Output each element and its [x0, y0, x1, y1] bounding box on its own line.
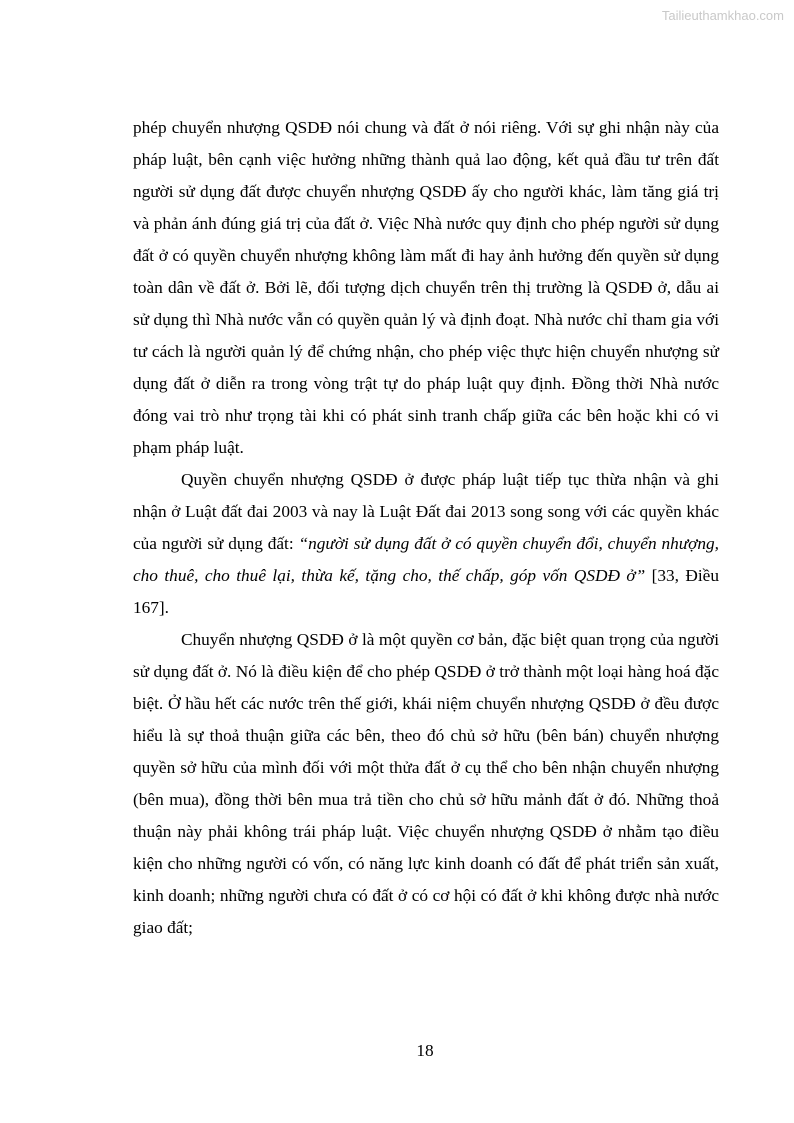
paragraph-1: phép chuyển nhượng QSDĐ nói chung và đất ở nói riêng. Với sự ghi nhận này của pháp luật, bên cạnh việc hưởng những thành quả lao động, kết quả đầu tư trên đất người sử dụng đất được chuyển nhượng QSDĐ ấy cho người khác, làm tăng giá trị và phản ánh đúng giá trị của đất ở. Việc Nhà nước quy định cho phép người sử dụng đất ở có quyền chuyển nhượng không làm mất đi hay ảnh hưởng đến quyền sử dụng toàn dân về đất ở. Bởi lẽ, đối tượng dịch chuyển trên thị trường là QSDĐ ở, dẫu ai sử dụng thì Nhà nước vẫn có quyền quản lý và định đoạt. Nhà nước chỉ tham gia với tư cách là người quản lý để chứng nhận, cho phép việc thực hiện chuyển nhượng sử dụng đất ở diễn ra trong vòng trật tự do pháp luật quy định. Đồng thời Nhà nước đóng vai trò như trọng tài khi có phát sinh tranh chấp giữa các bên hoặc khi có vi phạm pháp luật. [133, 118, 719, 457]
paragraph-2 [133, 464, 719, 624]
watermark: Tailieuthamkhao.com [661, 8, 784, 23]
citation: [33, Điều 167]. [133, 566, 719, 617]
legal-quote: “người sử dụng đất ở có quyền chuyển đổi, chuyển nhượng, cho thuê, cho thuê lại, thừa kế, tặng cho, thế chấp, góp vốn QSDĐ ở” [133, 534, 719, 585]
paragraph-3: Chuyển nhượng QSDĐ ở là một quyền cơ bản, đặc biệt quan trọng của người sử dụng đất ở. Nó là điều kiện để cho phép QSDĐ ở trở thành một loại hàng hoá đặc biệt. Ở hầu hết các nước trên thế giới, khái niệm chuyển nhượng QSDĐ ở đều được hiểu là sự thoả thuận giữa các bên, theo đó chủ sở hữu (bên bán) chuyển nhượng quyền sở hữu của mình đối với một thửa đất ở cụ thể cho bên nhận chuyển nhượng (bên mua), đồng thời bên mua trả tiền cho chủ sở hữu mảnh đất ở đó. Những thoả thuận này phải không trái pháp luật. Việc chuyển nhượng QSDĐ ở nhằm tạo điều kiện cho những người có vốn, có năng lực kinh doanh có đất để phát triển sản xuất, kinh doanh; những người chưa có đất ở có cơ hội có đất ở khi không được nhà nước giao đất; [133, 630, 719, 937]
paragraph-2-text-before: Quyền chuyển nhượng QSDĐ ở được pháp luật tiếp tục thừa nhận và ghi nhận ở Luật đất đai 2003 và nay là Luật Đất đai 2013 song song với các quyền khác của người sử dụng đất: [133, 470, 719, 553]
document-body [133, 112, 719, 944]
page-number: 18 [416, 1041, 434, 1060]
